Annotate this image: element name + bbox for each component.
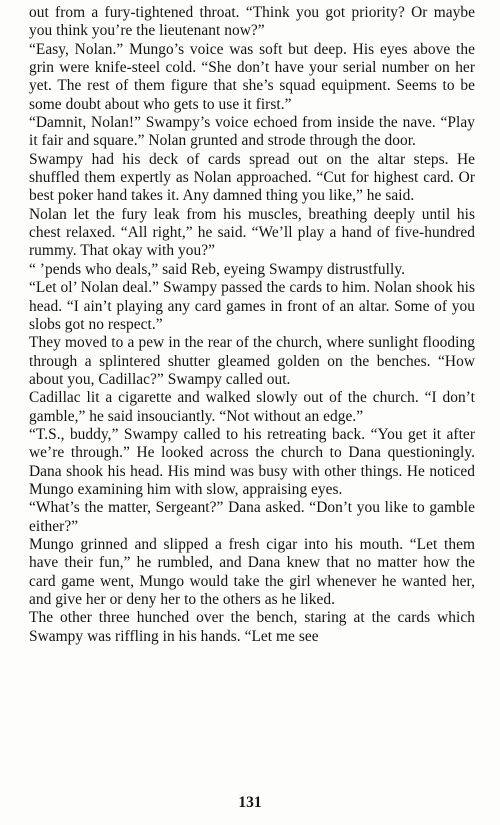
paragraph-5: Nolan let the fury leak from his muscles, breathing deeply until his chest relaxed. “All right,” he said. “We’ll play a hand of five-hundred rummy. That okay with you?” bbox=[29, 205, 475, 260]
paragraph-13: The other three hunched over the bench, staring at the cards which Swampy was riffling in his hands. “Let me see bbox=[29, 609, 475, 645]
paragraph-4: Swampy had his deck of cards spread out on the altar steps. He shuffled them expertly as Nolan approached. “Cut for highest card. Or best poker hand takes it. Any damned thing you like,” he said. bbox=[29, 150, 475, 205]
paragraph-12: Mungo grinned and slipped a fresh cigar into his mouth. “Let them have their fun,” he rumbled, and Dana knew that no matter how the card game went, Mungo would take the girl whenever he wanted her, and give her or deny her to the others as he liked. bbox=[29, 535, 475, 608]
body-text bbox=[29, 4, 475, 646]
paragraph-7: “Let ol’ Nolan deal.” Swampy passed the cards to him. Nolan shook his head. “I ain’t playing any card games in front of an altar. Some of you slobs got no respect.” bbox=[29, 279, 475, 333]
paragraph-2: “Easy, Nolan.” Mungo’s voice was soft but deep. His eyes above the grin were knife-steel cold. “She don’t have your serial number on her yet. The rest of them figure that she’s squad equipment. Seems to be some doubt about who gets to use it first.” bbox=[29, 40, 475, 113]
paragraph-9: Cadillac lit a cigarette and walked slowly out of the church. “I don’t gamble,” he said insouciantly. “Not without an edge.” bbox=[29, 389, 475, 425]
paragraph-10: “T.S., buddy,” Swampy called to his retreating back. “You get it after we’re through.” He looked across the church to Dana questioningly. Dana shook his head. His mind was busy with other things. He noticed Mungo examining him with slow, appraising eyes. bbox=[29, 425, 475, 498]
paragraph-6: “ ’pends who deals,” said Reb, eyeing Swampy distrustfully. bbox=[29, 260, 405, 278]
paragraph-3: “Damnit, Nolan!” Swampy’s voice echoed from inside the nave. “Play it fair and square.” Nolan grunted and strode through the door. bbox=[29, 114, 475, 150]
paragraph-11: “What’s the matter, Sergeant?” Dana asked. “Don’t you like to gamble either?” bbox=[29, 499, 475, 535]
paragraph-1: out from a fury-tightened throat. “Think you got priority? Or maybe you think you’re the lieutenant now?” bbox=[29, 4, 475, 40]
page-number: 131 bbox=[238, 794, 262, 811]
paragraph-8: They moved to a pew in the rear of the church, where sunlight flooding through a splintered shutter gleamed golden on the benches. “How about you, Cadillac?” Swampy called out. bbox=[29, 334, 475, 388]
